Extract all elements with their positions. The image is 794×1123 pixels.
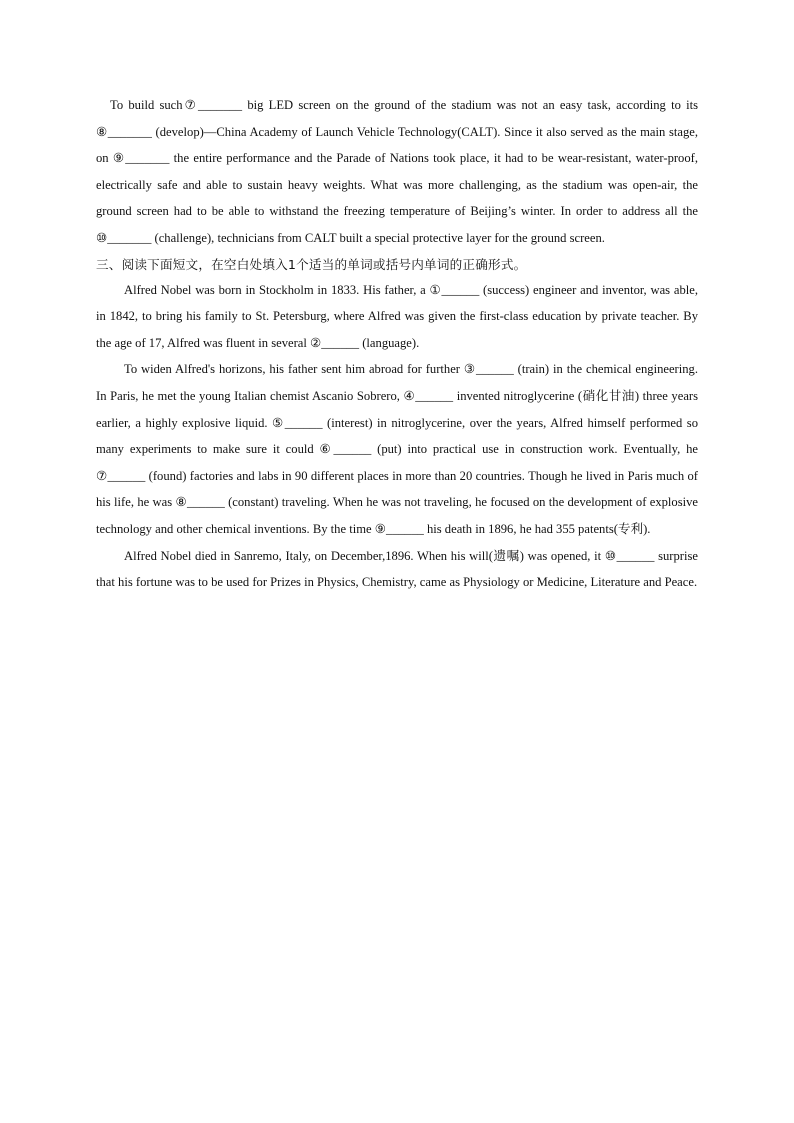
document-page xyxy=(96,92,698,596)
passage-paragraph-ground-screen: To build such⑦_______ big LED screen on the ground of the stadium was not an easy task, according to its ⑧_______ (develop)—China Academy of Launch Vehicle Technology(CALT). Since it also served as the main stage, on ⑨_______ the entire performance and the Parade of Nations took place, it had to be wear-resistant, water-proof, electrically safe and able to sustain heavy weights. What was more challenging, as the stadium was open-air, the ground screen had to be able to withstand the freezing temperature of Beijing’s winter. In order to address all the ⑩_______ (challenge), technicians from CALT built a special protective layer for the ground screen. xyxy=(96,98,698,245)
section-3-instruction-heading: 三、阅读下面短文，在空白处填入1个适当的单词或括号内单词的正确形式。 xyxy=(96,256,527,272)
passage-paragraph-nobel-early-life: Alfred Nobel was born in Stockholm in 1833. His father, a ①______ (success) engineer and inventor, was able, in 1842, to bring his family to St. Petersburg, where Alfred was given the first-class education by private teacher. By the age of 17, Alfred was fluent in several ②______ (language). xyxy=(96,282,698,350)
passage-paragraph-nobel-career: To widen Alfred's horizons, his father sent him abroad for further ③______ (train) in the chemical engineering. In Paris, he met the young Italian chemist Ascanio Sobrero, ④______ invented nitroglycerine (硝化甘油) three years earlier, a highly explosive liquid. ⑤______ (interest) in nitroglycerine, over the years, Alfred himself performed so many experiments to make sure it could ⑥______ (put) into practical use in construction work. Eventually, he ⑦______ (found) factories and labs in 90 different places in more than 20 countries. Though he lived in Paris much of his life, he was ⑧______ (constant) traveling. When he was not traveling, he focused on the development of explosive technology and other chemical inventions. By the time ⑨______ his death in 1896, he had 355 patents(专利). xyxy=(96,362,698,536)
passage-paragraph-nobel-will: Alfred Nobel died in Sanremo, Italy, on December,1896. When his will(遗嘱) was opened, it ⑩______ surprise that his fortune was to be used for Prizes in Physics, Chemistry, came as Physiology or Medicine, Literature and Peace. xyxy=(96,548,698,590)
